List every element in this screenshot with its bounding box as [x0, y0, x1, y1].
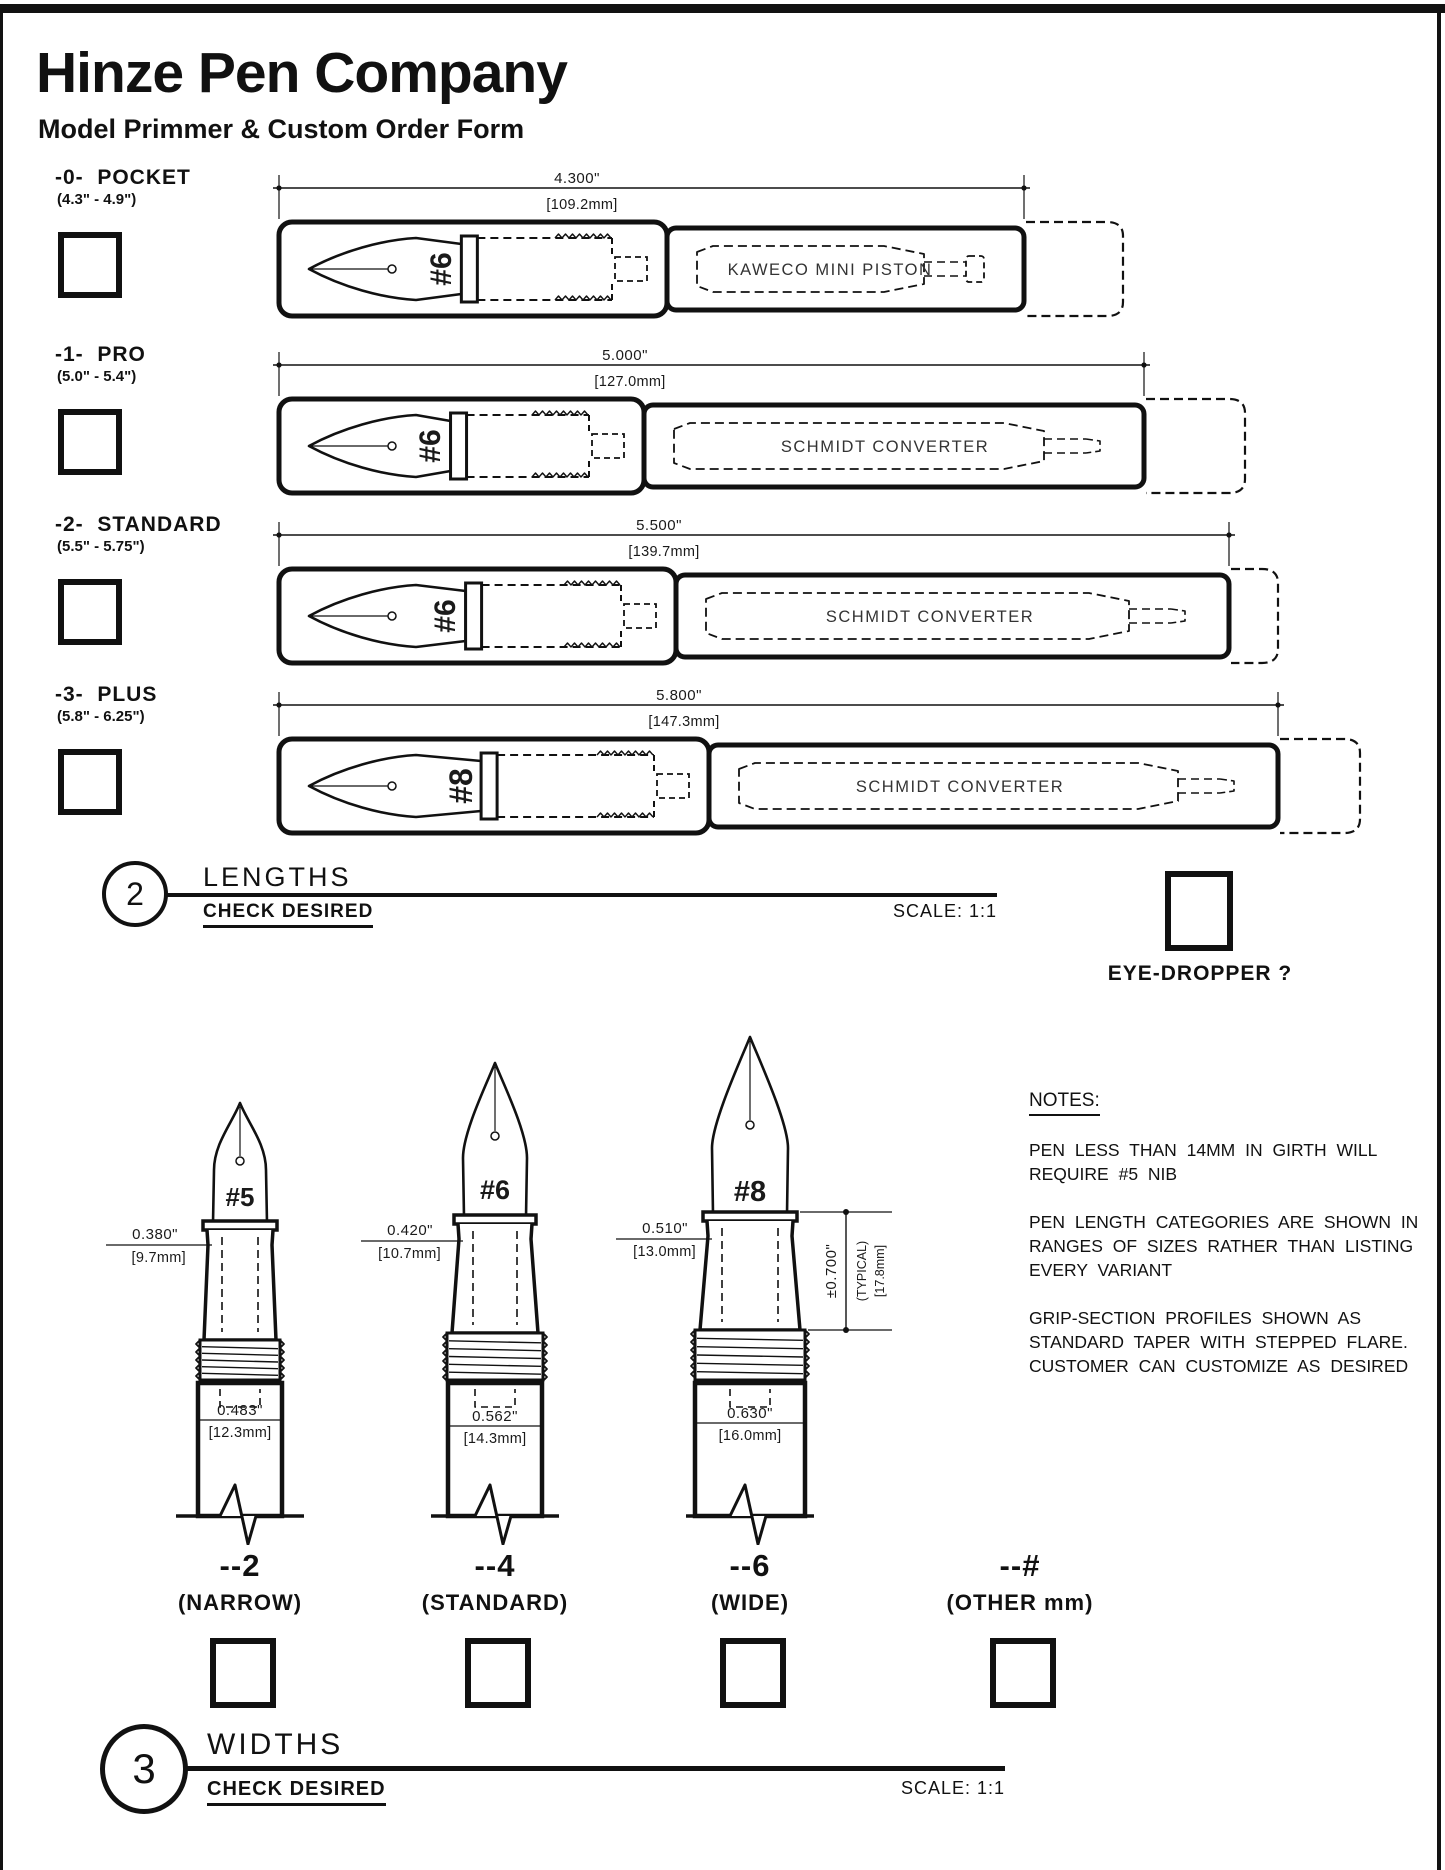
- dim-length-in: 5.500": [636, 517, 682, 534]
- pen-drawing-pocket: [230, 164, 1400, 324]
- width-name-narrow: (NARROW): [177, 1590, 303, 1615]
- checkbox-pocket[interactable]: [58, 232, 122, 298]
- checkbox-other[interactable]: [990, 1638, 1056, 1708]
- section-dim-mm: [13.0mm]: [633, 1244, 696, 1260]
- note-paragraph: GRIP-SECTION PROFILES SHOWN AS STANDARD TAPER WITH STEPPED FLARE. CUSTOMER CAN CUSTOMIZE AS DESIRED: [1029, 1308, 1409, 1376]
- checkbox-narrow[interactable]: [210, 1638, 276, 1708]
- dim-length-mm: [127.0mm]: [594, 374, 666, 390]
- section-dim-mm: [10.7mm]: [378, 1246, 441, 1262]
- nib-widths-drawing: [100, 1030, 980, 1545]
- length-option-plus: [0, 681, 230, 851]
- notes-block: [1029, 1088, 1421, 1402]
- dim-length-in: 5.000": [602, 347, 648, 364]
- section-2-marker: [102, 861, 168, 927]
- section-rule: [184, 1766, 1005, 1771]
- dim-length-mm: [139.7mm]: [628, 544, 700, 560]
- width-code-wide: --6: [729, 1548, 771, 1583]
- typical-dim-note: (TYPICAL): [855, 1240, 869, 1302]
- length-range-label: (5.8" - 6.25"): [57, 708, 145, 725]
- width-code-narrow: --2: [219, 1548, 261, 1583]
- page-title: Hinze Pen Company: [36, 41, 567, 105]
- section-dim-in: 0.380": [132, 1226, 178, 1243]
- barrel-dim-in: 0.630": [727, 1405, 773, 1422]
- section-rule: [166, 893, 997, 897]
- nib-size-label: #6: [429, 599, 462, 633]
- pen-drawing-plus: [230, 681, 1400, 841]
- checkbox-eyedropper[interactable]: [1165, 871, 1233, 951]
- length-code-label: -2- STANDARD: [55, 513, 222, 536]
- width-name-standard: (STANDARD): [421, 1590, 569, 1615]
- barrel-dim-in: 0.483": [217, 1402, 263, 1419]
- note-paragraph: PEN LESS THAN 14MM IN GIRTH WILL REQUIRE #5 NIB: [1029, 1140, 1377, 1184]
- checkbox-wide[interactable]: [720, 1638, 786, 1708]
- section-dim-in: 0.420": [387, 1222, 433, 1239]
- length-code-label: -3- PLUS: [55, 683, 158, 706]
- widths-section-title: WIDTHS: [207, 1728, 344, 1761]
- filling-system-label: SCHMIDT CONVERTER: [825, 608, 1035, 626]
- section-number: 2: [126, 875, 144, 912]
- nib-label-5: #5: [225, 1182, 255, 1212]
- length-option-standard: [0, 511, 230, 681]
- length-range-label: (5.5" - 5.75"): [57, 538, 145, 555]
- filling-system-label: SCHMIDT CONVERTER: [855, 778, 1065, 796]
- note-paragraph: PEN LENGTH CATEGORIES ARE SHOWN IN RANGES OF SIZES RATHER THAN LISTING EVERY VARIANT: [1029, 1212, 1419, 1280]
- checkbox-pro[interactable]: [58, 409, 122, 475]
- checkbox-plus[interactable]: [58, 749, 122, 815]
- length-range-label: (5.0" - 5.4"): [57, 368, 137, 385]
- length-code-label: -0- POCKET: [55, 166, 191, 189]
- lengths-check-desired: CHECK DESIRED: [203, 901, 373, 928]
- length-option-pro: [0, 341, 230, 511]
- widths-check-desired: CHECK DESIRED: [207, 1778, 386, 1806]
- width-code-other: --#: [999, 1548, 1041, 1583]
- checkbox-standard[interactable]: [58, 579, 122, 645]
- dim-length-mm: [147.3mm]: [648, 714, 720, 730]
- width-name-other: (OTHER mm): [946, 1590, 1094, 1615]
- barrel-dim-in: 0.562": [472, 1408, 518, 1425]
- length-option-pocket: [0, 164, 230, 334]
- section-dim-mm: [9.7mm]: [131, 1250, 186, 1266]
- section-3-marker: [100, 1724, 188, 1814]
- length-range-label: (4.3" - 4.9"): [57, 191, 137, 208]
- lengths-section-title: LENGTHS: [203, 862, 352, 892]
- filling-system-label: SCHMIDT CONVERTER: [780, 438, 990, 456]
- pen-drawing-standard: [230, 511, 1400, 671]
- nib-label-6: #6: [479, 1175, 511, 1205]
- page-subtitle: Model Primmer & Custom Order Form: [38, 114, 525, 144]
- barrel-dim-mm: [16.0mm]: [718, 1428, 782, 1444]
- filling-system-label: KAWECO MINI PISTON: [727, 261, 933, 279]
- dim-length-in: 4.300": [554, 170, 600, 187]
- section-number: 3: [132, 1745, 156, 1792]
- typical-dim-value: ±0.700": [823, 1243, 840, 1299]
- barrel-dim-mm: [12.3mm]: [208, 1425, 272, 1441]
- lengths-scale: SCALE: 1:1: [892, 901, 997, 921]
- length-code-label: -1- PRO: [55, 343, 146, 366]
- widths-scale: SCALE: 1:1: [900, 1778, 1005, 1798]
- section-dim-in: 0.510": [642, 1220, 688, 1237]
- nib-size-label: #6: [414, 429, 447, 463]
- nib-size-label: #6: [425, 252, 458, 286]
- page-border-top: [0, 4, 1445, 13]
- notes-title: NOTES:: [1029, 1089, 1100, 1116]
- dim-length-mm: [109.2mm]: [546, 197, 618, 213]
- dim-length-in: 5.800": [656, 687, 702, 704]
- barrel-dim-mm: [14.3mm]: [463, 1431, 527, 1447]
- checkbox-standard-width[interactable]: [465, 1638, 531, 1708]
- page-border-right: [1437, 4, 1441, 1870]
- nib-label-8: #8: [733, 1176, 767, 1208]
- width-name-wide: (WIDE): [710, 1590, 790, 1615]
- pen-drawing-pro: [230, 341, 1400, 501]
- eyedropper-label: EYE-DROPPER ?: [1107, 962, 1293, 985]
- width-code-standard: --4: [474, 1548, 516, 1583]
- nib-size-label: #8: [443, 768, 479, 804]
- typical-dim-mm: [17.8mm]: [873, 1244, 887, 1298]
